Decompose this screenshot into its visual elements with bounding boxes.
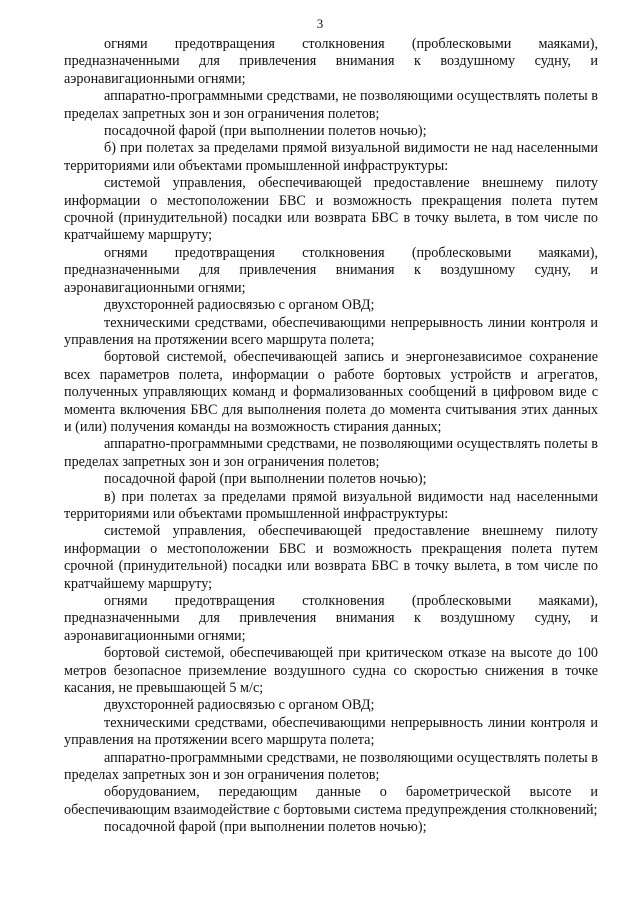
- paragraph: посадочной фарой (при выполнении полетов ночью);: [104, 471, 427, 488]
- paragraph: бортовой системой, обеспечивающей запись и энергонезависимое сохранение всех параметров полета, информации о работе бортовых устройств и агрегатов, полученных управляющих команд и формализованных сообщений в цифровом виде с момента включения БВС для выполнения полета до момента считывания этих данных и (или) получения команды на возможность стирания данных;: [64, 349, 598, 435]
- page-number: 3: [316, 16, 324, 31]
- paragraph: в) при полетах за пределами прямой визуальной видимости над населенными территориями или объектами промышленной инфраструктуры:: [64, 488, 598, 522]
- paragraph: системой управления, обеспечивающей предоставление внешнему пилоту информации о местоположении БВС и возможность прекращения полета путем срочной (принудительной) посадки или возврата БВС в точку вылета, в том числе по кратчайшему маршруту;: [64, 523, 598, 592]
- paragraph: посадочной фарой (при выполнении полетов ночью);: [104, 123, 427, 140]
- paragraph: двухсторонней радиосвязью с органом ОВД;: [104, 297, 375, 314]
- paragraph: бортовой системой, обеспечивающей при критическом отказе на высоте до 100 метров безопасное приземление воздушного судна со скоростью снижения в точке касания, не превышающей 5 м/с;: [64, 645, 598, 697]
- paragraph: техническими средствами, обеспечивающими непрерывность линии контроля и управления на протяжении всего маршрута полета;: [64, 714, 598, 749]
- paragraph: огнями предотвращения столкновения (проблесковыми маяками), предназначенными для привлечения внимания к воздушному судну, и аэронавигационными огнями;: [64, 36, 598, 87]
- paragraph: огнями предотвращения столкновения (проблесковыми маяками), предназначенными для привлечения внимания к воздушному судну, и аэронавигационными огнями;: [64, 244, 598, 296]
- paragraph: техническими средствами, обеспечивающими непрерывность линии контроля и управления на протяжении всего маршрута полета;: [64, 314, 598, 348]
- body-text: [64, 36, 598, 837]
- paragraph: огнями предотвращения столкновения (проблесковыми маяками), предназначенными для привлечения внимания к воздушному судну, и аэронавигационными огнями;: [64, 593, 598, 644]
- paragraph: аппаратно-программными средствами, не позволяющими осуществлять полеты в пределах запретных зон и зон ограничения полетов;: [64, 749, 598, 784]
- paragraph: аппаратно-программными средствами, не позволяющими осуществлять полеты в пределах запретных зон и зон ограничения полетов;: [64, 88, 598, 122]
- paragraph: оборудованием, передающим данные о барометрической высоте и обеспечивающим взаимодействие с бортовыми система предупреждения столкновений;: [64, 784, 598, 818]
- paragraph: посадочной фарой (при выполнении полетов ночью);: [104, 819, 427, 836]
- paragraph: системой управления, обеспечивающей предоставление внешнему пилоту информации о местоположении БВС и возможность прекращения полета путем срочной (принудительной) посадки или возврата БВС в точку вылета, в том числе по кратчайшему маршруту;: [64, 175, 598, 244]
- paragraph: двухсторонней радиосвязью с органом ОВД;: [104, 697, 375, 714]
- paragraph: аппаратно-программными средствами, не позволяющими осуществлять полеты в пределах запретных зон и зон ограничения полетов;: [64, 436, 598, 470]
- paragraph: б) при полетах за пределами прямой визуальной видимости не над населенными территориями или объектами промышленной инфраструктуры:: [64, 140, 598, 174]
